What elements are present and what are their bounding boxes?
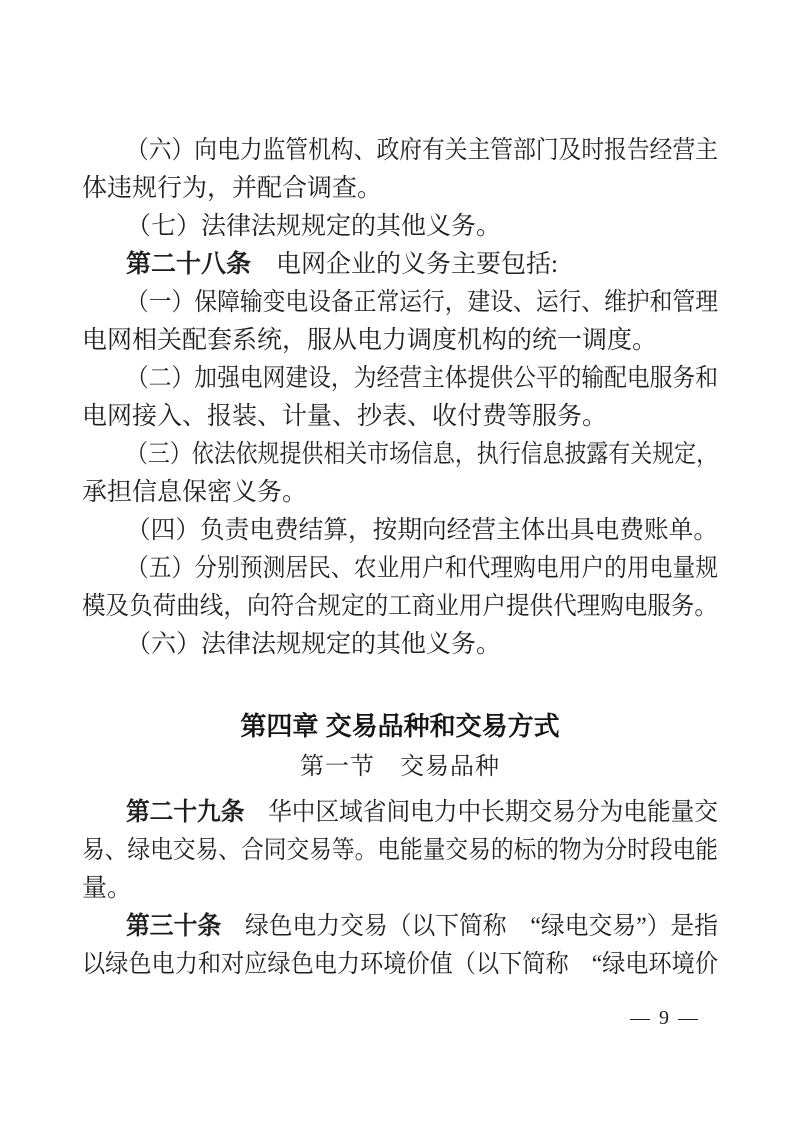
body-line [82, 208, 718, 246]
body-line [82, 474, 718, 512]
article-number-bold: 第二十八条 [126, 251, 252, 278]
section-heading: 第一节 交易品种 [300, 754, 500, 780]
line-text: 量。 [82, 875, 133, 902]
section-body [82, 794, 718, 984]
page-number: — 9 — [630, 1007, 700, 1029]
line-text: 电网企业的义务主要包括: [251, 251, 558, 278]
body-line [82, 322, 718, 360]
body-line [82, 870, 718, 908]
body-line-article-28 [82, 246, 718, 284]
body-line [82, 436, 718, 474]
line-text: 电网相关配套系统，服从电力调度机构的统一调度。 [82, 327, 658, 354]
body-line [82, 398, 718, 436]
body-line [82, 626, 718, 664]
article-number-bold: 第三十条 [126, 913, 222, 940]
body-line [82, 170, 718, 208]
line-text: 电网接入、报装、计量、抄表、收付费等服务。 [82, 403, 608, 430]
line-text: （一）保障输变电设备正常运行，建设、运行、维护和管理 [126, 289, 718, 316]
body-line [82, 360, 718, 398]
line-text: （三）依法依规提供相关市场信息，执行信息披露有关规定， [126, 441, 718, 468]
body-line [82, 512, 718, 550]
line-text: 承担信息保密义务。 [82, 479, 308, 506]
line-text: （五）分别预测居民、农业用户和代理购电用户的用电量规 [126, 555, 718, 582]
line-text: （四）负责电费结算，按期向经营主体出具电费账单。 [126, 517, 718, 544]
line-text: （二）加强电网建设，为经营主体提供公平的输配电服务和 [126, 365, 718, 392]
chapter-heading: 第四章 交易品种和交易方式 [240, 711, 560, 741]
line-text: 易、绿电交易、合同交易等。电能量交易的标的物为分时段电能 [82, 837, 718, 864]
document-body [82, 132, 718, 984]
body-line-article-30 [82, 908, 718, 946]
body-line [82, 946, 718, 984]
body-line [82, 832, 718, 870]
body-line [82, 588, 718, 626]
line-text: （六）法律法规规定的其他义务。 [126, 631, 502, 658]
line-text: 华中区域省间电力中长期交易分为电能量交 [244, 799, 718, 826]
line-text: 体违规行为，并配合调查。 [82, 175, 383, 202]
line-text: （七）法律法规规定的其他义务。 [126, 213, 502, 240]
line-text: 模及负荷曲线，向符合规定的工商业用户提供代理购电服务。 [82, 593, 718, 620]
body-line [82, 132, 718, 170]
body-line [82, 284, 718, 322]
line-text: 以绿色电力和对应绿色电力环境价值（以下简称 “绿电环境价 [82, 951, 718, 978]
body-line [82, 550, 718, 588]
line-text: 绿色电力交易（以下简称 “绿电交易”）是指 [221, 913, 718, 940]
body-line-article-29 [82, 794, 718, 832]
line-text: （六）向电力监管机构、政府有关主管部门及时报告经营主 [126, 137, 718, 164]
article-number-bold: 第二十九条 [126, 799, 245, 826]
